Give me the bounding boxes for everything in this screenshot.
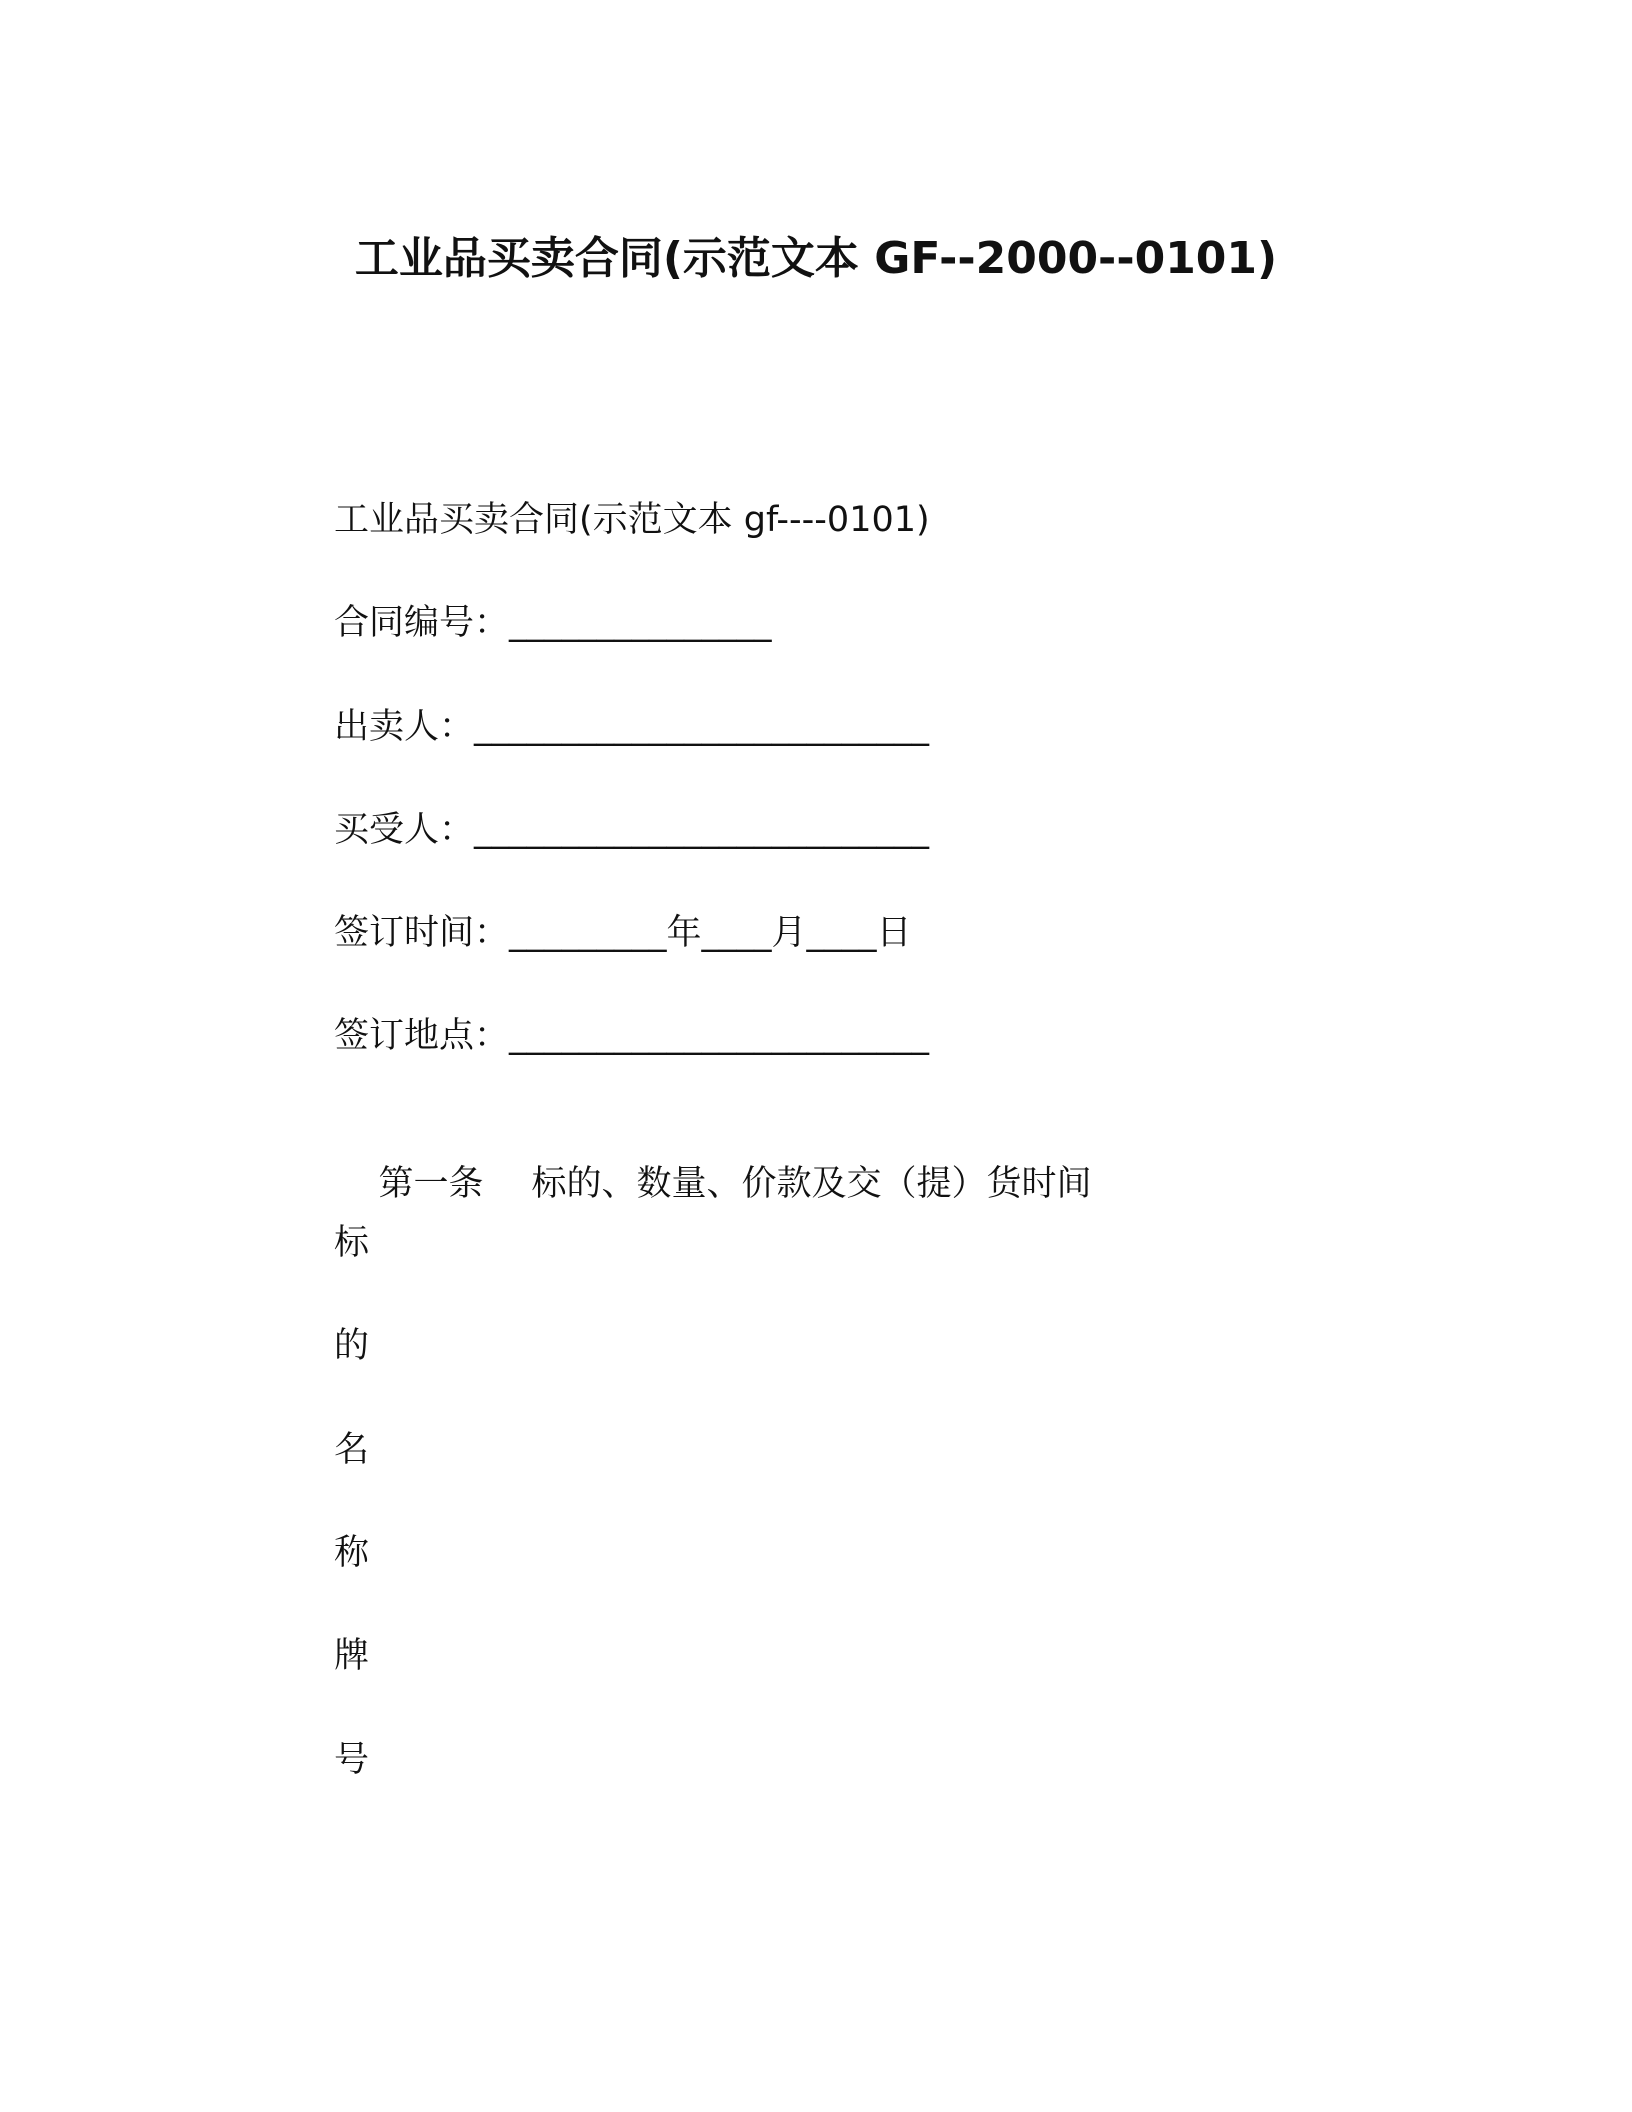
signing-place-field: 签订地点：________________________	[334, 1016, 930, 1056]
page-title: 工业品买卖合同(示范文本 GF--2000--0101)	[354, 233, 1278, 284]
vertical-header-char: 标	[334, 1223, 370, 1263]
contract-number-field: 合同编号：_______________	[334, 603, 772, 643]
signing-time-field: 签订时间：_________年____月____日	[334, 913, 912, 953]
vertical-header-char: 牌	[334, 1636, 370, 1676]
article-1-heading	[334, 1118, 1092, 1250]
document-subtitle: 工业品买卖合同(示范文本 gf----0101)	[334, 500, 930, 540]
vertical-header-char: 的	[334, 1326, 370, 1366]
seller-field: 出卖人：__________________________	[334, 707, 930, 747]
article-1-number: 第一条	[378, 1164, 484, 1204]
vertical-header-char: 名	[334, 1430, 370, 1470]
vertical-header-char: 称	[334, 1533, 370, 1573]
vertical-header-char: 号	[334, 1740, 370, 1780]
article-1-title: 标的、数量、价款及交（提）货时间	[531, 1164, 1092, 1204]
buyer-field: 买受人：__________________________	[334, 810, 930, 850]
